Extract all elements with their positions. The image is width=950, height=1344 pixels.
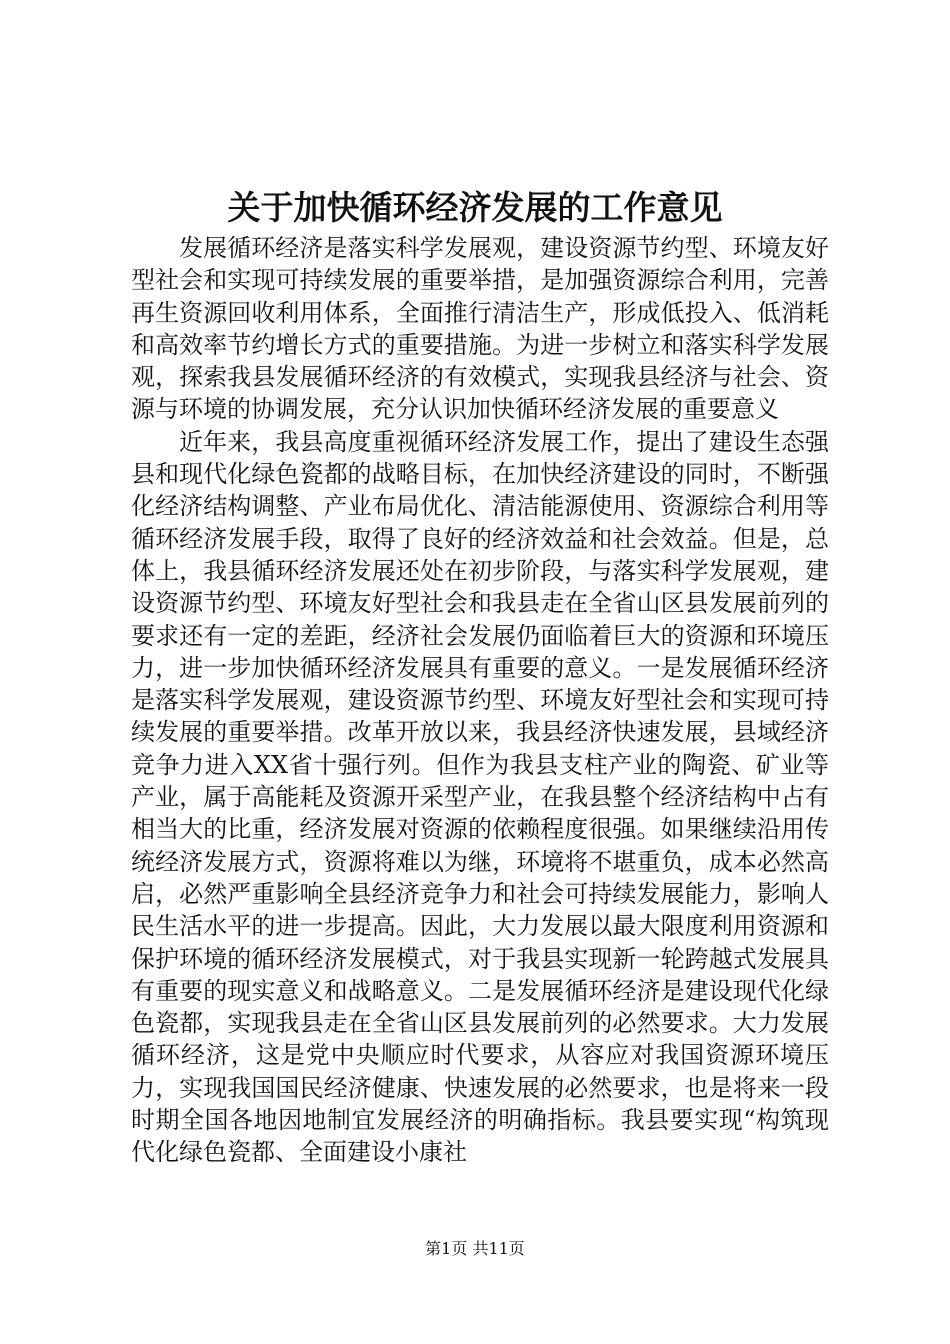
- page-number-footer: 第1页 共11页: [425, 1239, 525, 1258]
- document-body: [131, 232, 829, 1169]
- paragraph: 近年来，我县高度重视循环经济发展工作，提出了建设生态强县和现代化绿色瓷都的战略目标，在加快经济建设的同时，不断强化经济结构调整、产业布局优化、清洁能源使用、资源综合利用等循环经济发展手段，取得了良好的经济效益和社会效益。但是，总体上，我县循环经济发展还处在初步阶段，与落实科学发展观，建设资源节约型、环境友好型社会和我县走在全省山区县发展前列的要求还有一定的差距，经济社会发展仍面临着巨大的资源和环境压力，进一步加快循环经济发展具有重要的意义。一是发展循环经济是落实科学发展观，建设资源节约型、环境友好型社会和实现可持续发展的重要举措。改革开放以来，我县经济快速发展，县域经济竞争力进入XX省十强行列。但作为我县支柱产业的陶瓷、矿业等产业，属于高能耗及资源开采型产业，在我县整个经济结构中占有相当大的比重，经济发展对资源的依赖程度很强。如果继续沿用传统经济发展方式，资源将难以为继，环境将不堪重负，成本必然高启，必然严重影响全县经济竞争力和社会可持续发展能力，影响人民生活水平的进一步提高。因此，大力发展以最大限度利用资源和保护环境的循环经济发展模式，对于我县实现新一轮跨越式发展具有重要的现实意义和战略意义。二是发展循环经济是建设现代化绿色瓷都，实现我县走在全省山区县发展前列的必然要求。大力发展循环经济，这是党中央顺应时代要求，从容应对我国资源环境压力，实现我国国民经济健康、快速发展的必然要求，也是将来一段时期全国各地因地制宜发展经济的明确指标。我县要实现“构筑现代化绿色瓷都、全面建设小康社: [131, 427, 829, 1167]
- paragraph: 发展循环经济是落实科学发展观，建设资源节约型、环境友好型社会和实现可持续发展的重要举措，是加强资源综合利用，完善再生资源回收利用体系，全面推行清洁生产，形成低投入、低消耗和高效率节约增长方式的重要措施。为进一步树立和落实科学发展观，探索我县发展循环经济的有效模式，实现我县经济与社会、资源与环境的协调发展，充分认识加快循环经济发展的重要意义: [131, 234, 829, 424]
- document-title: 关于加快循环经济发展的工作意见: [227, 188, 723, 227]
